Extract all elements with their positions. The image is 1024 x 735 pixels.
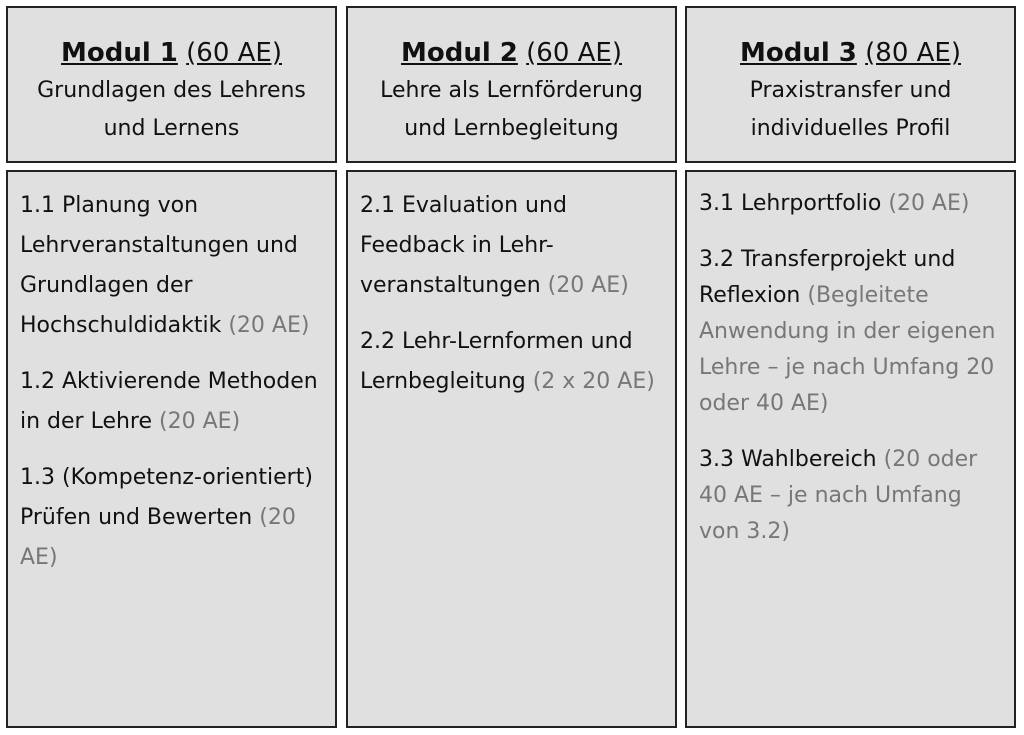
- module-2-subtitle-line-1: Lehre als Lernförderung: [380, 78, 643, 103]
- module-3-content: [685, 170, 1016, 728]
- entry-note: (20 AE): [20, 505, 296, 570]
- module-3-header: [685, 6, 1016, 163]
- module-2-subtitle-line-2: und Lernbegleitung: [404, 116, 619, 141]
- module-1-header: [6, 6, 337, 163]
- module-3-entry-2: [699, 242, 1002, 422]
- module-1-entry-3: [20, 458, 323, 578]
- entry-text: 3.2 Transferprojekt und Reflexion: [699, 247, 956, 308]
- entry-text: 3.1 Lehrportfolio: [699, 191, 882, 216]
- module-3-ae: (80 AE): [865, 38, 962, 68]
- entry-note: (20 AE): [159, 409, 241, 434]
- module-3-entry-1: [699, 186, 1002, 222]
- module-1-ae: (60 AE): [186, 38, 283, 68]
- module-1-content: [6, 170, 337, 728]
- entry-note: (20 oder 40 AE – je nach Umfang von 3.2): [699, 447, 978, 544]
- entry-text: 1.3 (Kompetenz-orientiert) Prüfen und Bewerten: [20, 465, 313, 530]
- entry-text: 2.1 Evaluation und Feedback in Lehr-veranstaltungen: [360, 193, 567, 298]
- module-3-subtitle-line-2: individuelles Profil: [750, 116, 951, 141]
- entry-text: 2.2 Lehr-Lernformen und Lernbegleitung: [360, 329, 633, 394]
- module-1-entry-1: [20, 186, 323, 346]
- module-2-content: [346, 170, 677, 728]
- module-1-title: Modul 1: [60, 38, 178, 68]
- entry-note: (20 AE): [228, 313, 310, 338]
- module-1-subtitle-line-2: und Lernens: [103, 116, 240, 141]
- entry-note: (20 AE): [547, 273, 629, 298]
- module-2-title: Modul 2: [400, 38, 518, 68]
- module-3-title: Modul 3: [739, 38, 857, 68]
- module-2-entry-1: [360, 186, 663, 306]
- entry-note: (Begleitete Anwendung in der eigenen Lehre – je nach Umfang 20 oder 40 AE): [699, 283, 996, 416]
- entry-text: 3.3 Wahlbereich: [699, 447, 877, 472]
- module-2-entry-2: [360, 322, 663, 402]
- entry-note: (2 x 20 AE): [532, 369, 655, 394]
- module-2-ae: (60 AE): [526, 38, 623, 68]
- module-2-header: [346, 6, 677, 163]
- entry-note: (20 AE): [888, 191, 970, 216]
- module-1-entry-2: [20, 362, 323, 442]
- module-3-subtitle-line-1: Praxistransfer und: [749, 78, 952, 103]
- entry-text: 1.2 Aktivierende Methoden in der Lehre: [20, 369, 318, 434]
- module-1-subtitle-line-1: Grundlagen des Lehrens: [37, 78, 306, 103]
- entry-text: 1.1 Planung von Lehrveranstaltungen und Grundlagen der Hochschuldidaktik: [20, 193, 298, 338]
- module-3-entry-3: [699, 442, 1002, 550]
